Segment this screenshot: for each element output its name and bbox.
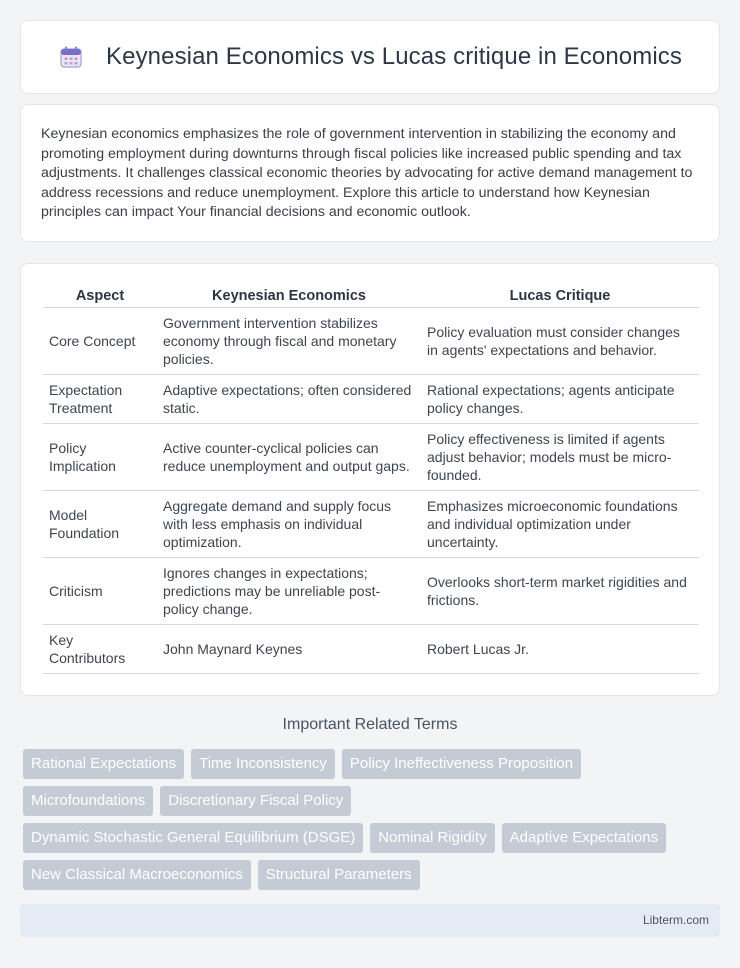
table-row [43,491,699,558]
page-title: Keynesian Economics vs Lucas critique in Economics [106,43,682,70]
lucas-cell: Policy evaluation must consider changes in agents' expectations and behavior. [421,308,699,375]
keynesian-cell: John Maynard Keynes [157,625,421,674]
lucas-cell: Emphasizes microeconomic foundations and individual optimization under uncertainty. [421,491,699,558]
related-term-tag[interactable]: Nominal Rigidity [370,823,494,853]
keynesian-cell: Ignores changes in expectations; predictions may be unreliable post-policy change. [157,558,421,625]
lucas-cell: Rational expectations; agents anticipate policy changes. [421,375,699,424]
table-row [43,375,699,424]
related-term-tag[interactable]: New Classical Macroeconomics [23,860,251,890]
keynesian-cell: Government intervention stabilizes economy through fiscal and monetary policies. [157,308,421,375]
intro-card [20,104,720,242]
comparison-table [43,284,699,674]
related-term-tag[interactable]: Structural Parameters [258,860,420,890]
lucas-cell: Policy effectiveness is limited if agents adjust behavior; models must be micro-founded. [421,424,699,491]
table-row [43,308,699,375]
header-card [20,20,720,94]
related-term-tag[interactable]: Adaptive Expectations [502,823,666,853]
related-term-tag[interactable]: Time Inconsistency [191,749,335,779]
keynesian-cell: Adaptive expectations; often considered static. [157,375,421,424]
column-header-lucas: Lucas Critique [421,284,699,308]
related-terms-title: Important Related Terms [282,716,458,733]
related-term-tag[interactable]: Microfoundations [23,786,153,816]
aspect-cell: Criticism [43,558,157,625]
aspect-cell: Policy Implication [43,424,157,491]
table-row [43,424,699,491]
footer-site-link[interactable]: Libterm.com [642,913,709,927]
table-header-row [43,284,699,308]
aspect-cell: Core Concept [43,308,157,375]
intro-text: Keynesian economics emphasizes the role of government intervention in stabilizing the economy and promoting employment during downturns through fiscal policies like increased public spending and tax adjustments. It challenges classical economic theories by advocating for active demand management to address recessions and reduce unemployment. Explore this article to understand how Keynesian principles can impact Your financial decisions and economic outlook. [41,126,693,220]
keynesian-cell: Aggregate demand and supply focus with less emphasis on individual optimization. [157,491,421,558]
lucas-cell: Overlooks short-term market rigidities and frictions. [421,558,699,625]
keynesian-cell: Active counter-cyclical policies can reduce unemployment and output gaps. [157,424,421,491]
related-term-tag[interactable]: Policy Ineffectiveness Proposition [342,749,581,779]
column-header-aspect: Aspect [43,284,157,308]
calendar-icon [58,44,84,70]
related-term-tag[interactable]: Rational Expectations [23,749,184,779]
lucas-cell: Robert Lucas Jr. [421,625,699,674]
table-row [43,625,699,674]
table-row [43,558,699,625]
column-header-keynesian: Keynesian Economics [157,284,421,308]
aspect-cell: Model Foundation [43,491,157,558]
related-term-tag[interactable]: Discretionary Fiscal Policy [160,786,351,816]
related-term-tag[interactable]: Dynamic Stochastic General Equilibrium (DSGE) [23,823,363,853]
related-terms-list [23,749,723,897]
footer [20,904,720,937]
aspect-cell: Key Contributors [43,625,157,674]
comparison-card [20,263,720,696]
aspect-cell: Expectation Treatment [43,375,157,424]
